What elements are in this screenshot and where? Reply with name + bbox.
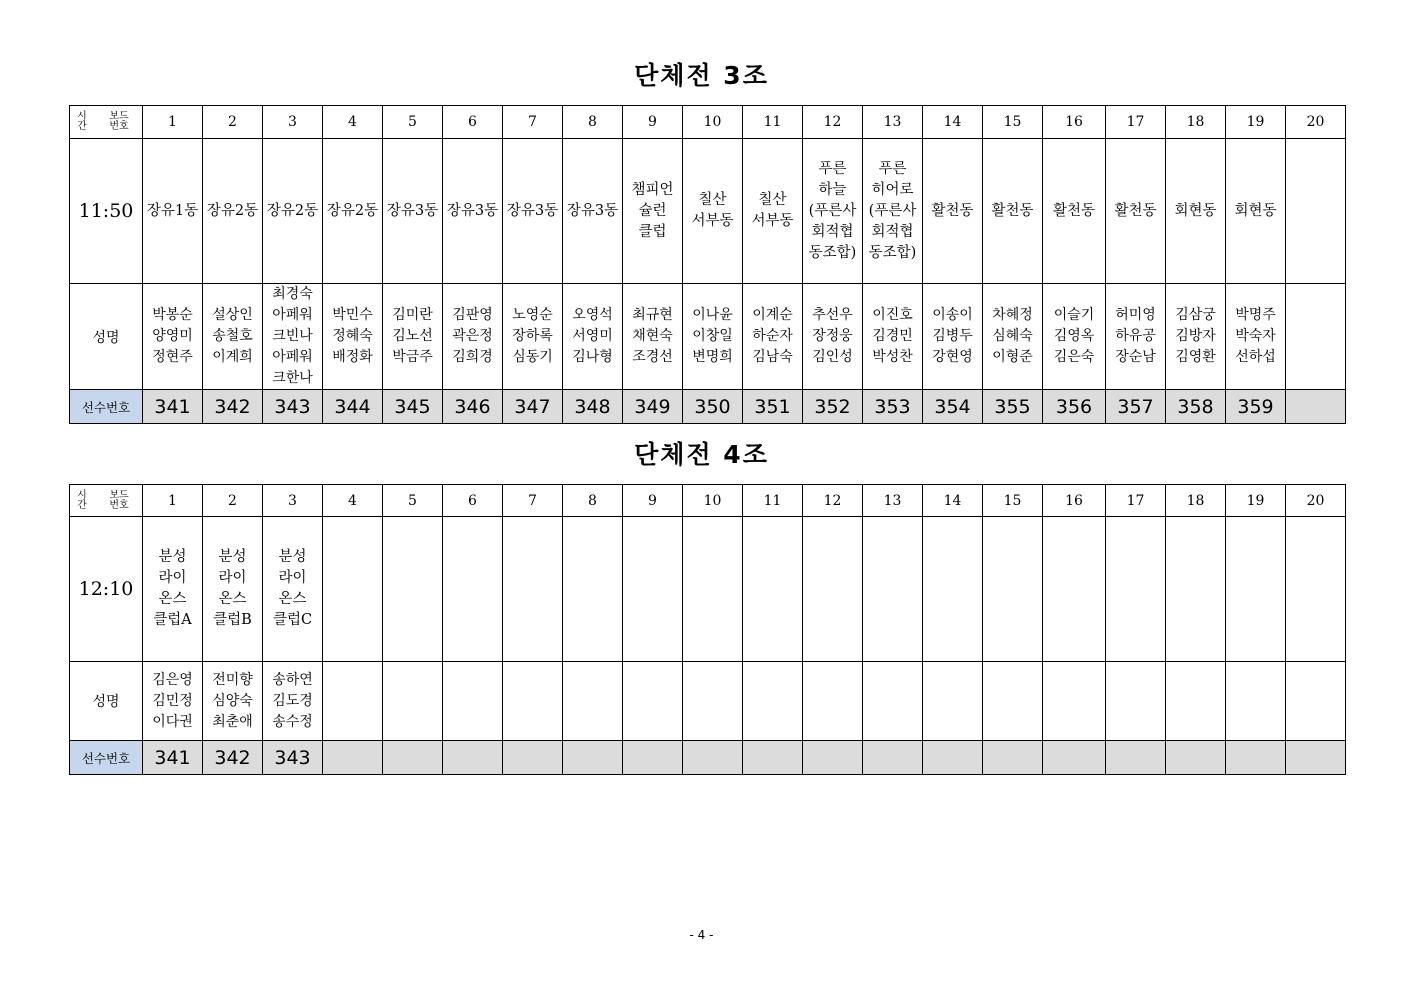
- player-names-cell: 박민수 정혜숙 배정화: [323, 284, 383, 390]
- team-cell: [443, 517, 503, 662]
- board-number-cell: 20: [1286, 106, 1346, 139]
- team-cell: 분성 라이 온스 클럽A: [143, 517, 203, 662]
- player-names-cell: [1286, 284, 1346, 390]
- player-names-cell: 박명주 박숙자 선하섭: [1226, 284, 1286, 390]
- player-number-cell: 358: [1166, 390, 1226, 424]
- player-number-cell: 352: [803, 390, 863, 424]
- player-names-cell: 차혜정 심혜숙 이형준: [983, 284, 1043, 390]
- board-number-cell: 8: [563, 106, 623, 139]
- player-names-cell: 노영순 장하록 심동기: [503, 284, 563, 390]
- player-number-cell: 355: [983, 390, 1043, 424]
- player-names-cell: 최규현 채현숙 조경선: [623, 284, 683, 390]
- player-number-cell: 351: [743, 390, 803, 424]
- board-number-cell: 15: [983, 485, 1043, 517]
- player-number-cell: 341: [143, 390, 203, 424]
- player-names-cell: [743, 662, 803, 741]
- board-number-cell: 17: [1106, 485, 1166, 517]
- team-cell: 분성 라이 온스 클럽B: [203, 517, 263, 662]
- team-cell: 장유1동: [143, 139, 203, 284]
- team-cell: [863, 517, 923, 662]
- player-names-cell: 최경숙 아페워 크빈나 아페워 크한나: [263, 284, 323, 390]
- player-number-cell: [743, 741, 803, 775]
- player-number-cell: [1286, 741, 1346, 775]
- player-number-row: [70, 390, 1346, 424]
- player-names-cell: 김삼궁 김방자 김영환: [1166, 284, 1226, 390]
- player-names-cell: 김판영 곽은정 김희경: [443, 284, 503, 390]
- team-cell: [503, 517, 563, 662]
- team-cell: [1286, 139, 1346, 284]
- player-number-cell: 350: [683, 390, 743, 424]
- player-number-cell: [683, 741, 743, 775]
- team-cell: 장유2동: [323, 139, 383, 284]
- board-number-cell: 5: [383, 485, 443, 517]
- board-number-cell: 18: [1166, 485, 1226, 517]
- board-number-cell: 14: [923, 485, 983, 517]
- player-names-cell: [683, 662, 743, 741]
- player-names-cell: 이송이 김병두 강현영: [923, 284, 983, 390]
- player-names-cell: 설상인 송철호 이계희: [203, 284, 263, 390]
- team-cell: 장유3동: [503, 139, 563, 284]
- player-number-cell: 344: [323, 390, 383, 424]
- board-corner-label: 보드 번호: [109, 111, 129, 132]
- board-number-cell: 1: [143, 106, 203, 139]
- board-number-cell: 17: [1106, 106, 1166, 139]
- player-number-cell: 342: [203, 741, 263, 775]
- team-cell: 분성 라이 온스 클럽C: [263, 517, 323, 662]
- board-number-cell: 12: [803, 485, 863, 517]
- player-names-cell: [1286, 662, 1346, 741]
- board-number-cell: 16: [1043, 485, 1106, 517]
- team-cell: 푸른 히어로 (푸른사 회적협 동조합): [863, 139, 923, 284]
- player-number-cell: [443, 741, 503, 775]
- player-names-cell: [623, 662, 683, 741]
- board-number-cell: 1: [143, 485, 203, 517]
- player-number-cell: [1106, 741, 1166, 775]
- player-names-cell: 김미란 김노선 박금주: [383, 284, 443, 390]
- player-number-cell: [863, 741, 923, 775]
- player-names-cell: [863, 662, 923, 741]
- board-number-cell: 4: [323, 106, 383, 139]
- board-number-cell: 8: [563, 485, 623, 517]
- player-names-cell: [443, 662, 503, 741]
- board-number-cell: 19: [1226, 485, 1286, 517]
- time-corner-label: 시 간: [77, 111, 87, 132]
- player-names-cell: [1166, 662, 1226, 741]
- team-cell: 장유3동: [383, 139, 443, 284]
- player-number-cell: 349: [623, 390, 683, 424]
- team-cell: [1166, 517, 1226, 662]
- player-number-cell: [563, 741, 623, 775]
- board-number-cell: 2: [203, 106, 263, 139]
- player-number-cell: [383, 741, 443, 775]
- player-number-cell: [503, 741, 563, 775]
- team-cell: 활천동: [983, 139, 1043, 284]
- player-number-cell: [1226, 741, 1286, 775]
- player-number-cell: 345: [383, 390, 443, 424]
- team-cell: [563, 517, 623, 662]
- player-number-cell: 348: [563, 390, 623, 424]
- player-number-cell: 354: [923, 390, 983, 424]
- team-cell: 칠산 서부동: [743, 139, 803, 284]
- board-header-row: [70, 106, 1346, 139]
- player-names-cell: 이진호 김경민 박성찬: [863, 284, 923, 390]
- board-number-cell: 10: [683, 485, 743, 517]
- board-number-cell: 20: [1286, 485, 1346, 517]
- player-names-cell: 김은영 김민정 이다권: [143, 662, 203, 741]
- player-number-cell: 356: [1043, 390, 1106, 424]
- board-number-cell: 15: [983, 106, 1043, 139]
- team-cell: 칠산 서부동: [683, 139, 743, 284]
- team-cell: 장유2동: [263, 139, 323, 284]
- team-cell: [623, 517, 683, 662]
- player-number-label-cell: 선수번호: [70, 390, 143, 424]
- player-names-cell: [1043, 662, 1106, 741]
- player-number-cell: 341: [143, 741, 203, 775]
- player-number-cell: 359: [1226, 390, 1286, 424]
- team-row: [70, 517, 1346, 662]
- team-row: [70, 139, 1346, 284]
- team-cell: [683, 517, 743, 662]
- player-number-cell: 346: [443, 390, 503, 424]
- board-number-cell: 18: [1166, 106, 1226, 139]
- name-label-cell: 성명: [70, 662, 143, 741]
- board-number-cell: 9: [623, 106, 683, 139]
- board-number-cell: 11: [743, 106, 803, 139]
- team-cell: 푸른 하늘 (푸른사 회적협 동조합): [803, 139, 863, 284]
- board-number-cell: 11: [743, 485, 803, 517]
- board-number-cell: 13: [863, 485, 923, 517]
- player-names-cell: 허미영 하유공 장순남: [1106, 284, 1166, 390]
- name-label-cell: 성명: [70, 284, 143, 390]
- board-corner-label: 보드 번호: [109, 489, 129, 511]
- player-names-cell: 이계순 하순자 김남숙: [743, 284, 803, 390]
- board-number-cell: 16: [1043, 106, 1106, 139]
- team-cell: [383, 517, 443, 662]
- player-number-label-cell: 선수번호: [70, 741, 143, 775]
- player-names-cell: 송하연 김도경 송수정: [263, 662, 323, 741]
- board-number-cell: 19: [1226, 106, 1286, 139]
- player-names-cell: [1106, 662, 1166, 741]
- team-cell: [803, 517, 863, 662]
- board-number-cell: 6: [443, 485, 503, 517]
- group4-title: 단체전 4조: [634, 440, 769, 469]
- player-number-cell: 343: [263, 390, 323, 424]
- board-number-cell: 2: [203, 485, 263, 517]
- player-names-cell: 이나윤 이창일 변명희: [683, 284, 743, 390]
- group4-table: [69, 484, 1346, 775]
- team-cell: 챔피언 슐런 클럽: [623, 139, 683, 284]
- team-cell: 회현동: [1166, 139, 1226, 284]
- team-cell: 활천동: [1043, 139, 1106, 284]
- page-number: - 4 -: [689, 928, 714, 942]
- player-names-cell: 전미향 심양숙 최춘애: [203, 662, 263, 741]
- board-number-cell: 7: [503, 106, 563, 139]
- team-cell: [743, 517, 803, 662]
- player-number-row: [70, 741, 1346, 775]
- team-cell: [983, 517, 1043, 662]
- player-number-cell: 347: [503, 390, 563, 424]
- board-number-cell: 7: [503, 485, 563, 517]
- names-row: [70, 662, 1346, 741]
- player-names-cell: 추선우 장정웅 김인성: [803, 284, 863, 390]
- time-board-corner-cell: [70, 485, 143, 517]
- names-row: [70, 284, 1346, 390]
- board-header-row: [70, 485, 1346, 517]
- player-number-cell: [623, 741, 683, 775]
- board-number-cell: 14: [923, 106, 983, 139]
- team-cell: 장유3동: [563, 139, 623, 284]
- player-number-cell: 357: [1106, 390, 1166, 424]
- player-names-cell: [563, 662, 623, 741]
- team-cell: [923, 517, 983, 662]
- group3-title: 단체전 3조: [634, 61, 769, 90]
- board-number-cell: 9: [623, 485, 683, 517]
- team-cell: 활천동: [1106, 139, 1166, 284]
- player-number-cell: [923, 741, 983, 775]
- team-cell: 장유2동: [203, 139, 263, 284]
- player-number-cell: 343: [263, 741, 323, 775]
- team-cell: 장유3동: [443, 139, 503, 284]
- board-number-cell: 12: [803, 106, 863, 139]
- board-number-cell: 6: [443, 106, 503, 139]
- team-cell: [1043, 517, 1106, 662]
- board-number-cell: 5: [383, 106, 443, 139]
- player-names-cell: 박봉순 양영미 정현주: [143, 284, 203, 390]
- player-names-cell: [923, 662, 983, 741]
- team-cell: 회현동: [1226, 139, 1286, 284]
- player-names-cell: 오영석 서영미 김나형: [563, 284, 623, 390]
- team-cell: 활천동: [923, 139, 983, 284]
- player-names-cell: [383, 662, 443, 741]
- time-cell: 11:50: [70, 139, 143, 284]
- player-names-cell: 이슬기 김영옥 김은숙: [1043, 284, 1106, 390]
- team-cell: [1106, 517, 1166, 662]
- player-number-cell: [1043, 741, 1106, 775]
- player-number-cell: 342: [203, 390, 263, 424]
- player-number-cell: [983, 741, 1043, 775]
- board-number-cell: 10: [683, 106, 743, 139]
- player-number-cell: 353: [863, 390, 923, 424]
- player-number-cell: [323, 741, 383, 775]
- board-number-cell: 3: [263, 485, 323, 517]
- group3-table: [69, 105, 1346, 424]
- time-cell: 12:10: [70, 517, 143, 662]
- player-names-cell: [323, 662, 383, 741]
- team-cell: [1286, 517, 1346, 662]
- team-cell: [323, 517, 383, 662]
- board-number-cell: 3: [263, 106, 323, 139]
- board-number-cell: 4: [323, 485, 383, 517]
- time-board-corner-cell: [70, 106, 143, 139]
- player-number-cell: [1166, 741, 1226, 775]
- player-names-cell: [803, 662, 863, 741]
- player-names-cell: [503, 662, 563, 741]
- player-number-cell: [1286, 390, 1346, 424]
- time-corner-label: 시 간: [77, 489, 87, 511]
- team-cell: [1226, 517, 1286, 662]
- player-number-cell: [803, 741, 863, 775]
- player-names-cell: [1226, 662, 1286, 741]
- board-number-cell: 13: [863, 106, 923, 139]
- player-names-cell: [983, 662, 1043, 741]
